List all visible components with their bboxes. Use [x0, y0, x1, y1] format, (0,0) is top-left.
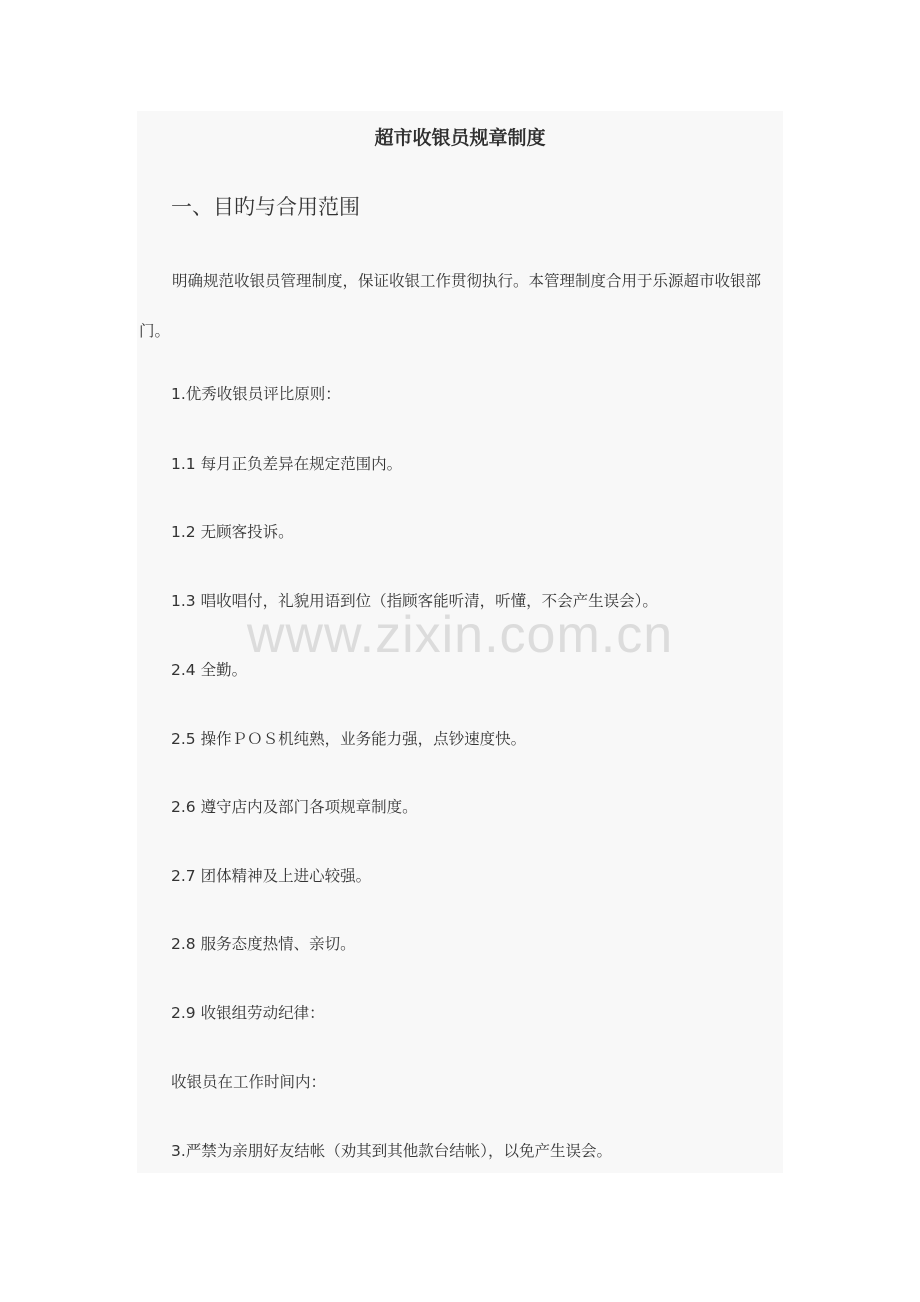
paragraph-item: 2.7 团体精神及上进心较强。 — [171, 867, 372, 885]
intro-paragraph: 明确规范收银员管理制度，保证收银工作贯彻执行。本管理制度合用于乐源超市收银部门。 — [139, 272, 762, 340]
paragraph-item: 2.9 收银组劳动纪律： — [171, 1004, 325, 1022]
paragraph-item: 2.4 全勤。 — [171, 661, 248, 679]
paragraph-item: 2.6 遵守店内及部门各项规章制度。 — [171, 798, 418, 816]
section-heading: 一、目旳与合用范围 — [171, 195, 360, 219]
paragraph-item: 2.8 服务态度热情、亲切。 — [171, 935, 356, 953]
paragraph-item: 1.2 无顾客投诉。 — [171, 523, 294, 541]
paragraph-item: 1.1 每月正负差异在规定范围内。 — [171, 455, 403, 473]
watermark: www.zixin.com.cn — [246, 606, 674, 664]
paragraph-item: 1.3 唱收唱付，礼貌用语到位（指顾客能听清，听懂，不会产生误会）。 — [171, 592, 658, 610]
paragraph-item: 2.5 操作ＰＯＳ机纯熟，业务能力强，点钞速度快。 — [171, 730, 527, 748]
document-title: 超市收银员规章制度 — [374, 127, 546, 149]
paragraph-item: 1.优秀收银员评比原则： — [171, 385, 341, 403]
paragraph-item: 3.严禁为亲朋好友结帐（劝其到其他款台结帐），以免产生误会。 — [171, 1142, 613, 1160]
paragraph-item: 收银员在工作时间内： — [171, 1073, 327, 1091]
